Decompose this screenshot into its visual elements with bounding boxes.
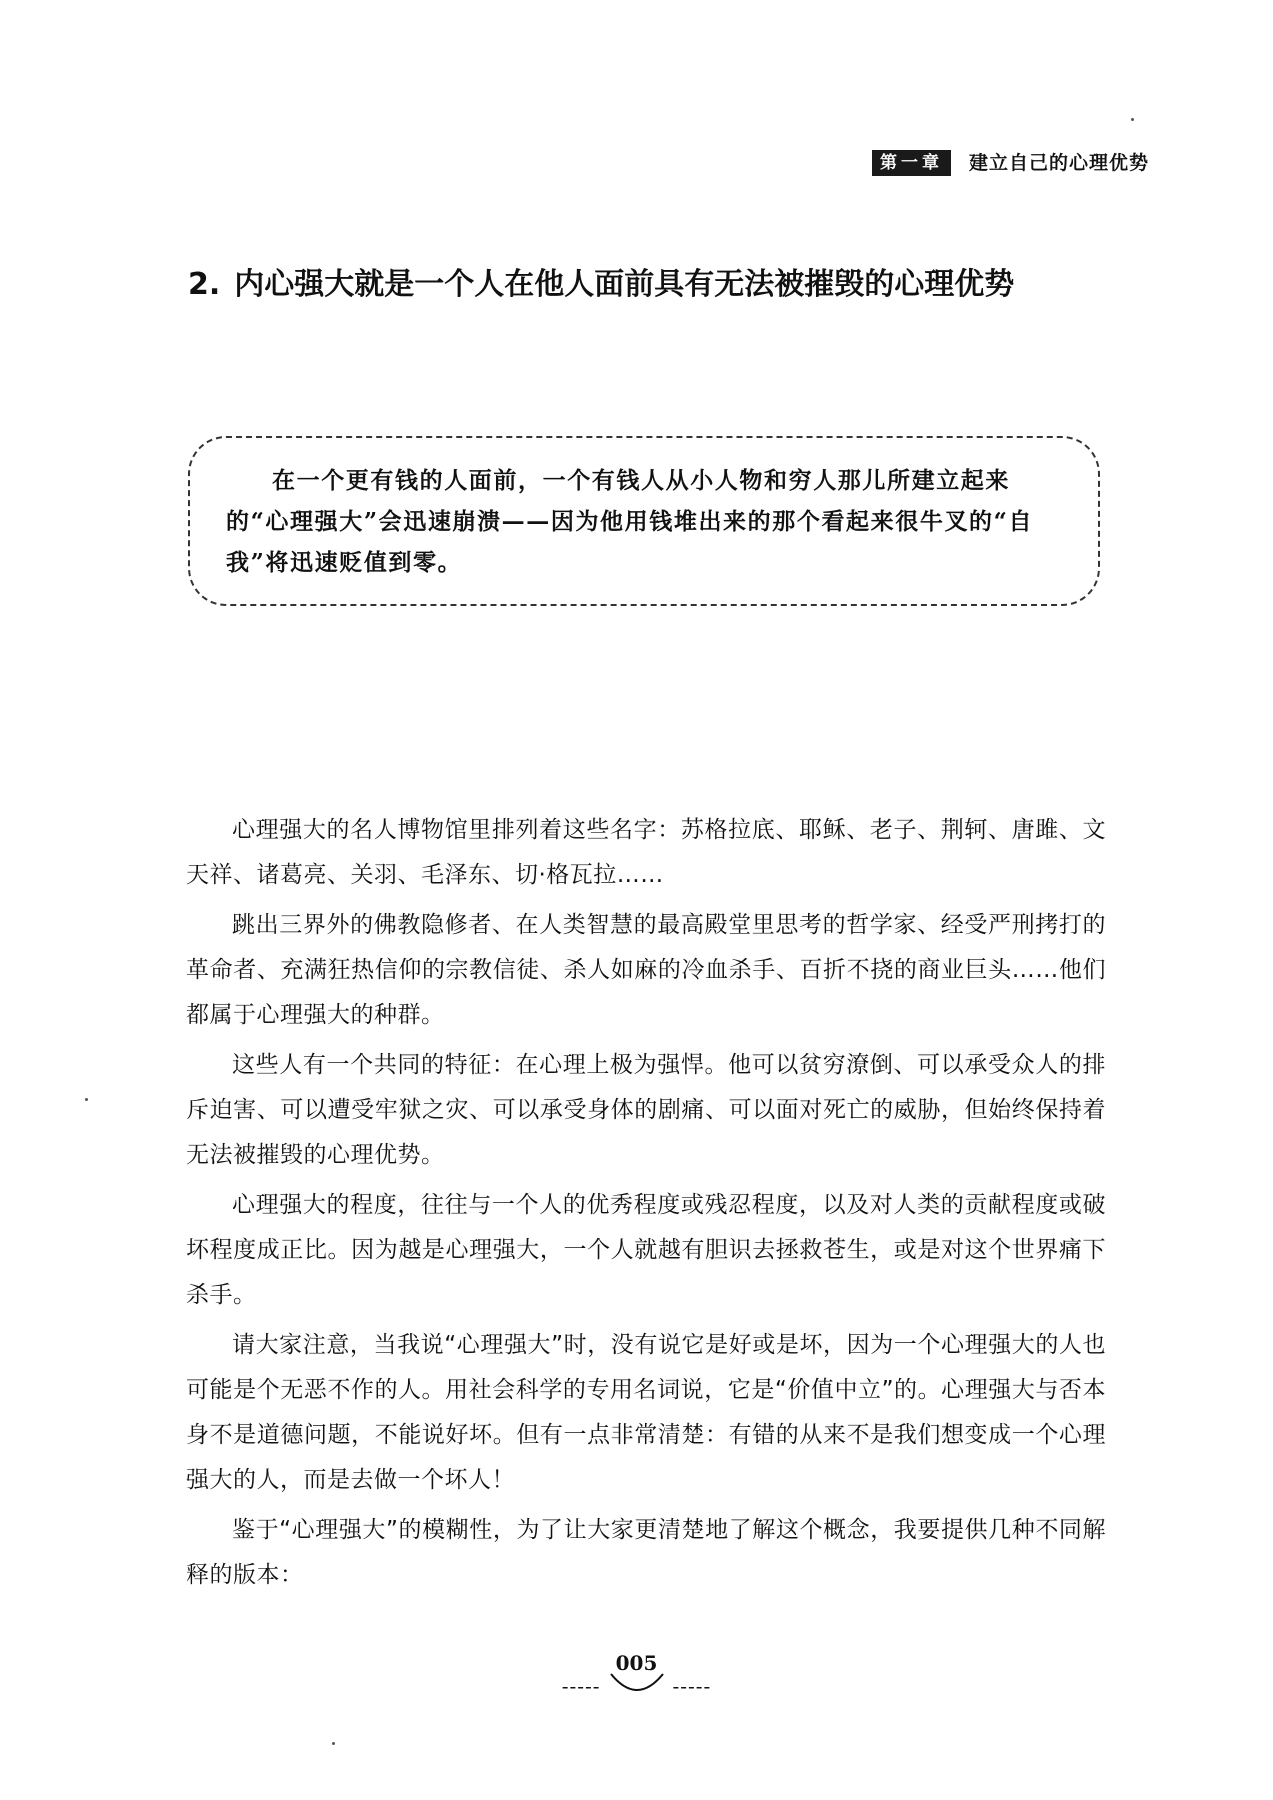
paragraph: 心理强大的程度，往往与一个人的优秀程度或残忍程度，以及对人类的贡献程度或破坏程度成正比。因为越是心理强大，一个人就越有胆识去拯救苍生，或是对这个世界痛下杀手。: [186, 1192, 1106, 1308]
callout-box: [188, 436, 1100, 606]
running-header: [872, 150, 1149, 176]
section-number: 2.: [188, 266, 221, 302]
scan-speck: [1131, 118, 1134, 121]
chapter-badge: 第一章: [872, 150, 951, 176]
scan-speck: [85, 1098, 88, 1101]
body-text: [186, 808, 1106, 1603]
paragraph: 鉴于“心理强大”的模糊性，为了让大家更清楚地了解这个概念，我要提供几种不同解释的版本：: [186, 1517, 1106, 1588]
paragraph: 心理强大的名人博物馆里排列着这些名字：苏格拉底、耶稣、老子、荆轲、唐雎、文天祥、诸葛亮、关羽、毛泽东、切·格瓦拉……: [186, 817, 1106, 888]
smile-ornament-icon: [605, 1672, 669, 1696]
callout-text: 在一个更有钱的人面前，一个有钱人从小人物和穷人那儿所建立起来的“心理强大”会迅速崩溃——因为他用钱堆出来的那个看起来很牛叉的“自我”将迅速贬值到零。: [226, 467, 1034, 576]
section-title: 内心强大就是一个人在他人面前具有无法被摧毁的心理优势: [234, 266, 1015, 302]
page-footer: [0, 1652, 1273, 1696]
running-title: 建立自己的心理优势: [968, 152, 1149, 174]
footer-dash-left: -----: [561, 1674, 601, 1698]
paragraph: 这些人有一个共同的特征：在心理上极为强悍。他可以贫穷潦倒、可以承受众人的排斥迫害、可以遭受牢狱之灾、可以承受身体的剧痛、可以面对死亡的威胁，但始终保持着无法被摧毁的心理优势。: [186, 1052, 1106, 1168]
scan-speck: [332, 1742, 335, 1745]
section-heading: [188, 265, 1163, 305]
paragraph: 跳出三界外的佛教隐修者、在人类智慧的最高殿堂里思考的哲学家、经受严刑拷打的革命者、充满狂热信仰的宗教信徒、杀人如麻的冷血杀手、百折不挠的商业巨头……他们都属于心理强大的种群。: [186, 912, 1106, 1028]
paragraph: 请大家注意，当我说“心理强大”时，没有说它是好或是坏，因为一个心理强大的人也可能是个无恶不作的人。用社会科学的专用名词说，它是“价值中立”的。心理强大与否本身不是道德问题，不能说好坏。但有一点非常清楚：有错的从来不是我们想变成一个心理强大的人，而是去做一个坏人！: [186, 1332, 1106, 1493]
footer-dash-right: -----: [672, 1674, 712, 1698]
page-number: 005: [615, 1651, 658, 1675]
page-number-ornament: [605, 1652, 669, 1696]
